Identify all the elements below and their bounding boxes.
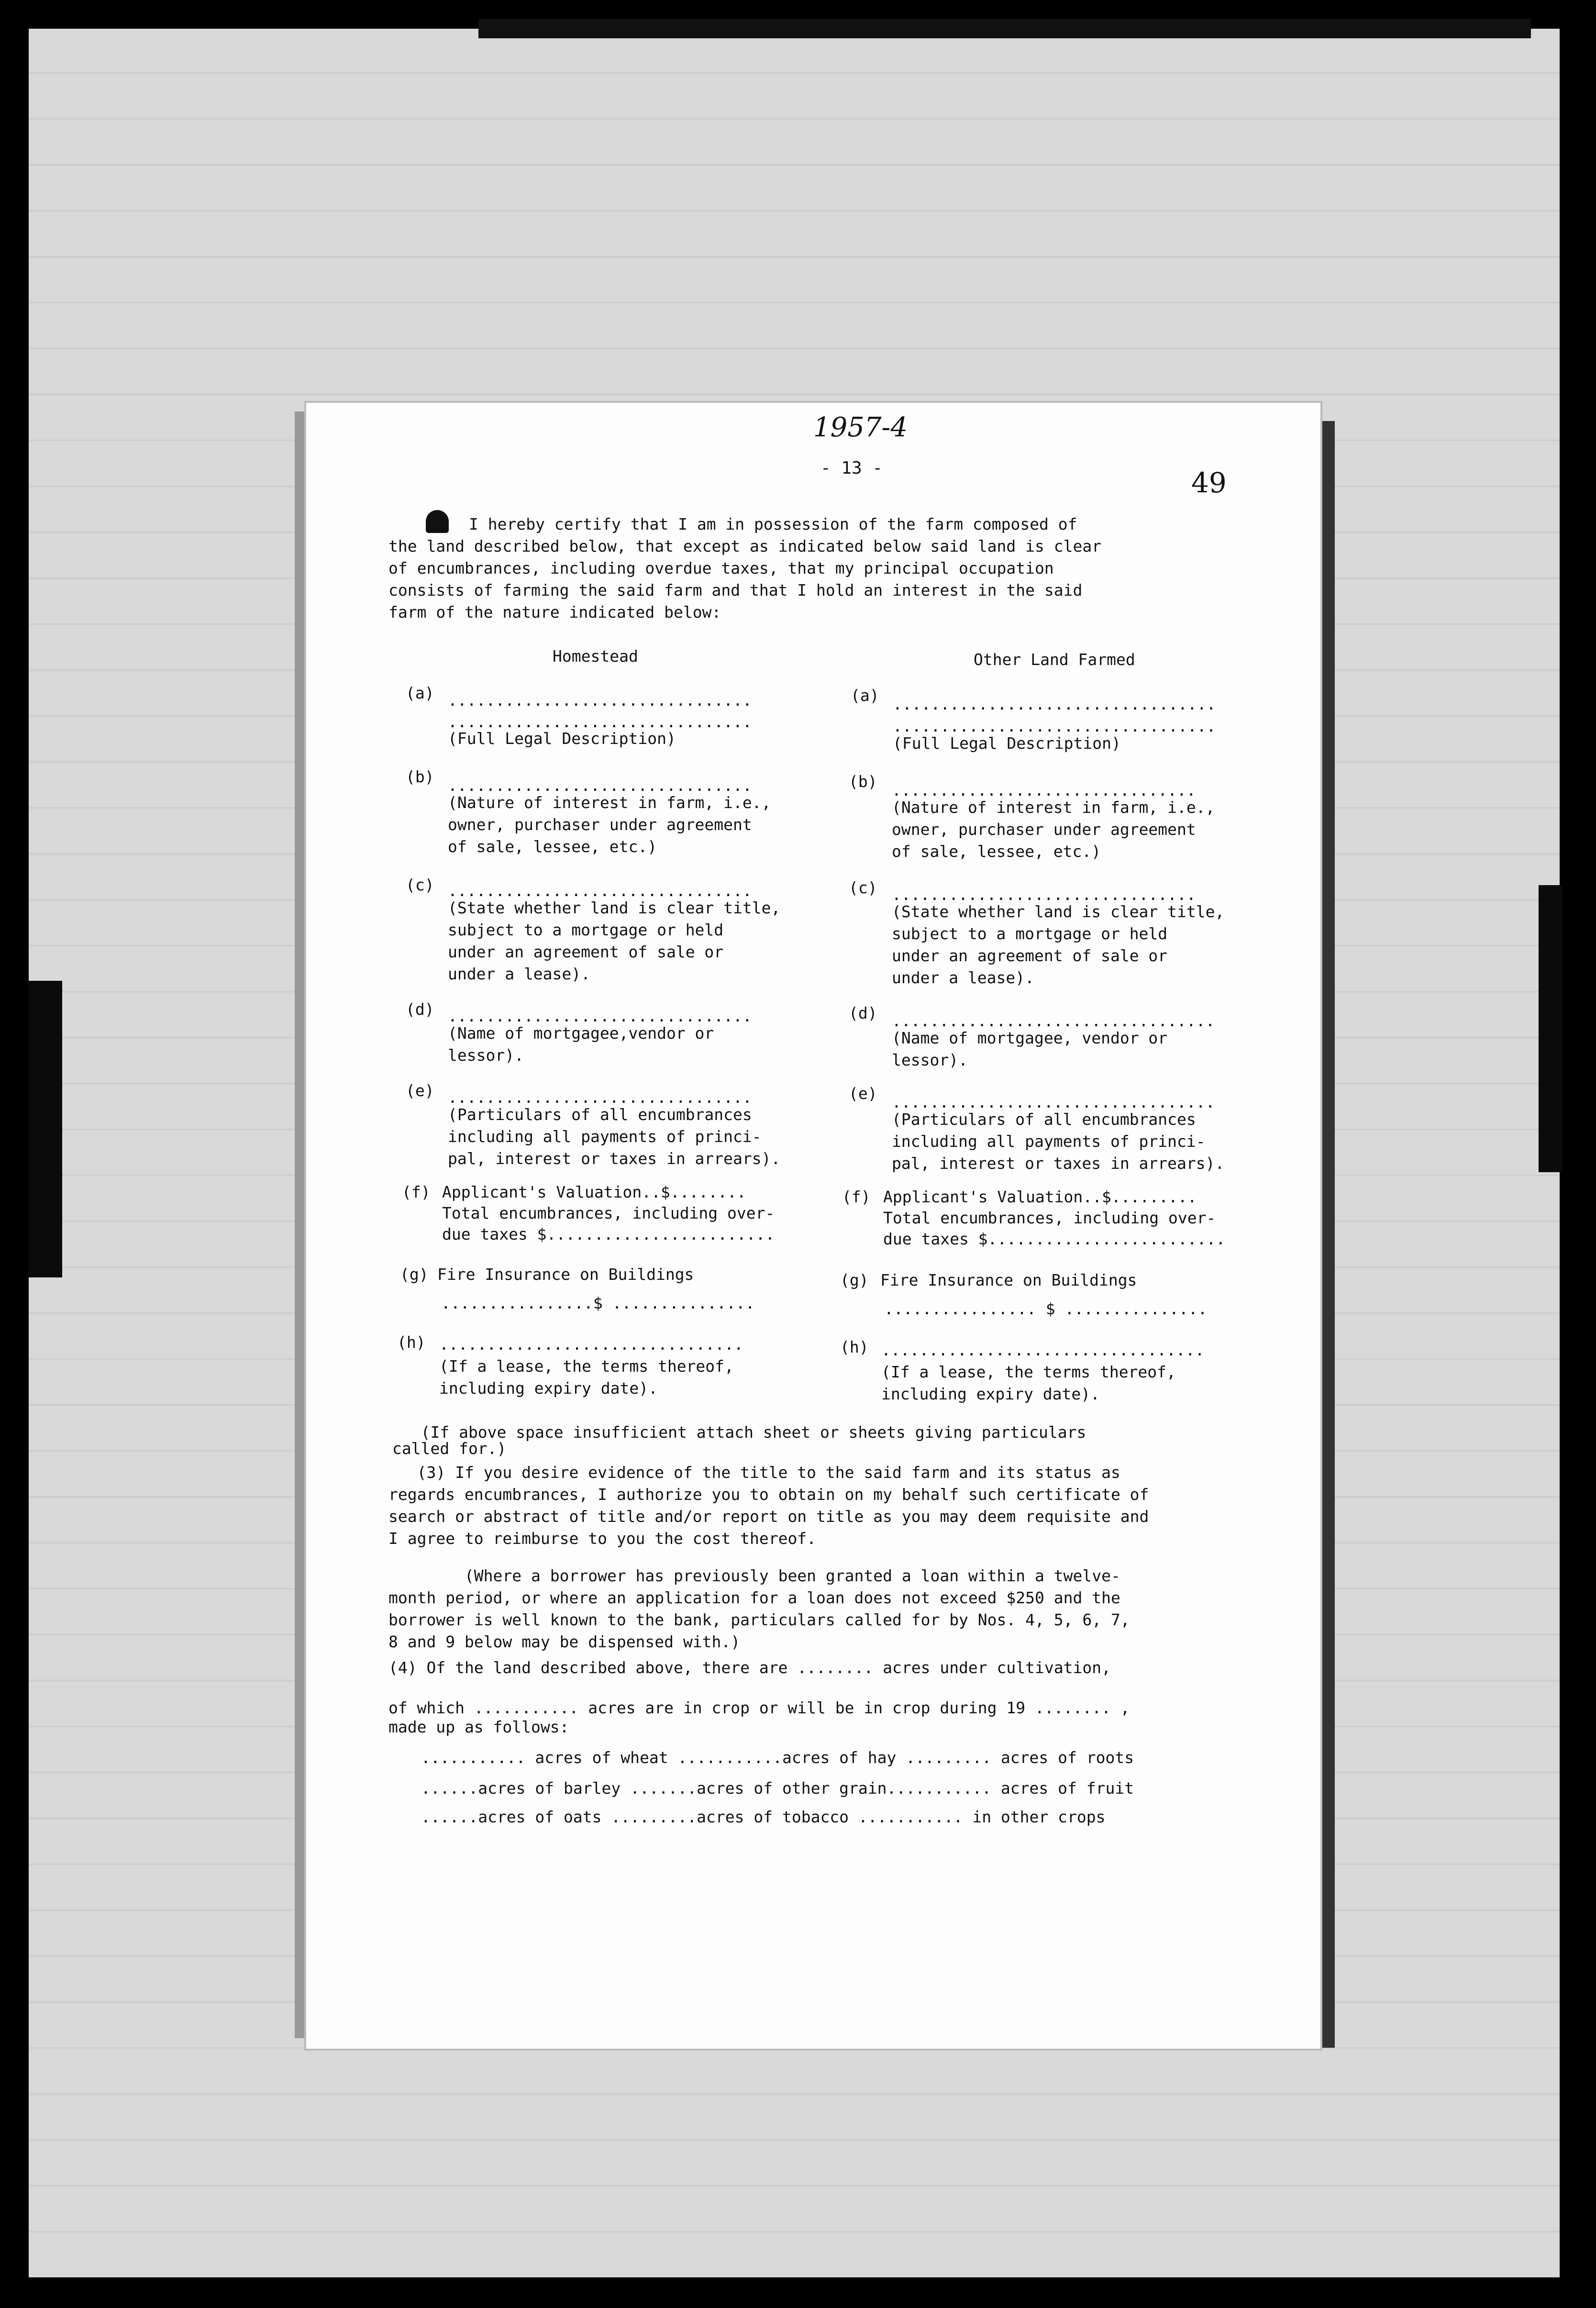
- item-line: (State whether land is clear title,: [448, 899, 781, 917]
- item-line: including all payments of princi-: [448, 1127, 762, 1146]
- note-line: month period, or where an application for a loan does not exceed $250 and the: [388, 1588, 1120, 1607]
- item-label: (f): [842, 1187, 871, 1206]
- item-line: ................................: [439, 1335, 743, 1354]
- item-label: (c): [849, 878, 877, 897]
- item-line: lessor).: [892, 1051, 968, 1069]
- item-line: Total encumbrances, including over-: [442, 1204, 775, 1222]
- item-label: (e): [849, 1084, 877, 1103]
- item-line: Applicant's Valuation..$.........: [883, 1187, 1197, 1206]
- crop-line: ........... acres of wheat ...........acres of hay ......... acres of roots: [421, 1748, 1134, 1767]
- item-line: ................................: [448, 712, 752, 731]
- intro-line: farm of the nature indicated below:: [388, 603, 721, 621]
- item-label: (b): [849, 772, 877, 791]
- item-line: including all payments of princi-: [892, 1132, 1206, 1151]
- item-line: (Name of mortgagee,vendor or: [448, 1024, 714, 1043]
- para-line: made up as follows:: [388, 1718, 569, 1736]
- paper-left-shadow: [295, 411, 306, 2038]
- item-line: pal, interest or taxes in arrears).: [448, 1149, 781, 1168]
- crop-line: ......acres of oats .........acres of tobacco ........... in other crops: [421, 1808, 1106, 1826]
- item-line: ................................: [448, 881, 752, 900]
- note-line: (If above space insufficient attach sheet or sheets giving particulars: [392, 1423, 1086, 1442]
- item-line: (Full Legal Description): [893, 734, 1121, 753]
- item-line: including expiry date).: [439, 1379, 658, 1398]
- item-label: (e): [406, 1081, 434, 1100]
- item-line: ................................: [448, 1088, 752, 1107]
- item-line: due taxes $.........................: [883, 1230, 1226, 1248]
- item-line: Fire Insurance on Buildings: [437, 1265, 694, 1284]
- item-label: (d): [849, 1004, 877, 1022]
- intro-line: the land described below, that except as indicated below said land is clear: [388, 537, 1102, 555]
- item-label: (h): [840, 1338, 869, 1356]
- film-left-edge: [29, 981, 62, 1277]
- item-line: Fire Insurance on Buildings: [880, 1271, 1137, 1289]
- intro-line: I hereby certify that I am in possession of the farm composed of: [469, 515, 1077, 533]
- item-line: pal, interest or taxes in arrears).: [892, 1154, 1225, 1173]
- other-land-heading: Other Land Farmed: [974, 650, 1135, 669]
- item-line: due taxes $........................: [442, 1225, 775, 1243]
- item-line: of sale, lessee, etc.): [892, 842, 1101, 861]
- item-line: ..................................: [893, 717, 1216, 735]
- para-line: of which ........... acres are in crop or will be in crop during 19 ........ ,: [388, 1698, 1130, 1717]
- para-line: search or abstract of title and/or report on title as you may deem requisite and: [388, 1507, 1149, 1526]
- note-line: 8 and 9 below may be dispensed with.): [388, 1632, 741, 1651]
- item-line: ................$ ...............: [441, 1294, 755, 1312]
- para-line: regards encumbrances, I authorize you to obtain on my behalf such certificate of: [388, 1485, 1149, 1504]
- note-line: called for.): [392, 1439, 507, 1458]
- item-line: (Name of mortgagee, vendor or: [892, 1029, 1168, 1047]
- intro-line: consists of farming the said farm and that I hold an interest in the said: [388, 581, 1083, 599]
- item-line: subject to a mortgage or held: [892, 924, 1168, 943]
- film-right-edge: [1539, 885, 1563, 1172]
- item-line: (Particulars of all encumbrances: [892, 1110, 1196, 1129]
- item-line: (If a lease, the terms thereof,: [881, 1363, 1176, 1381]
- item-line: (Nature of interest in farm, i.e.,: [448, 793, 771, 812]
- handwritten-reference: 1957-4: [813, 412, 908, 443]
- item-line: ................................: [448, 1007, 752, 1025]
- item-line: under an agreement of sale or: [448, 943, 724, 961]
- item-label: (g): [840, 1271, 869, 1289]
- item-label: (a): [406, 684, 434, 702]
- item-line: (Nature of interest in farm, i.e.,: [892, 798, 1215, 817]
- item-line: under a lease).: [448, 965, 591, 983]
- item-line: owner, purchaser under agreement: [892, 820, 1196, 839]
- film-top-band: [478, 19, 1531, 38]
- item-line: lessor).: [448, 1046, 524, 1065]
- item-line: of sale, lessee, etc.): [448, 837, 657, 856]
- item-line: Total encumbrances, including over-: [883, 1209, 1216, 1227]
- item-line: ................................: [892, 781, 1196, 799]
- homestead-heading: Homestead: [553, 647, 638, 666]
- item-line: under an agreement of sale or: [892, 946, 1168, 965]
- item-line: (Full Legal Description): [448, 729, 676, 748]
- item-line: (State whether land is clear title,: [892, 902, 1225, 921]
- note-line: (Where a borrower has previously been granted a loan within a twelve-: [388, 1566, 1120, 1585]
- item-line: ................................: [448, 776, 752, 795]
- page-indicator: - 13 -: [820, 458, 883, 478]
- item-line: (Particulars of all encumbrances: [448, 1105, 752, 1124]
- item-line: ..................................: [893, 695, 1216, 713]
- item-label: (g): [400, 1265, 429, 1284]
- item-line: ................................: [892, 885, 1196, 904]
- para-line: (3) If you desire evidence of the title to the said farm and its status as: [388, 1463, 1120, 1482]
- item-label: (h): [397, 1333, 426, 1352]
- paragraph-4: (4) Of the land described above, there are ........ acres under cultivation,: [388, 1658, 1111, 1677]
- crop-line: ......acres of barley .......acres of other grain........... acres of fruit: [421, 1779, 1134, 1798]
- paper-right-shadow: [1320, 421, 1335, 2048]
- bullet-marker: [426, 510, 449, 533]
- item-line: under a lease).: [892, 968, 1035, 987]
- item-label: (b): [406, 767, 434, 786]
- item-line: Applicant's Valuation..$........: [442, 1183, 746, 1201]
- page-number-stamp: 49: [1191, 466, 1227, 499]
- note-line: borrower is well known to the bank, particulars called for by Nos. 4, 5, 6, 7,: [388, 1610, 1130, 1629]
- item-line: ..................................: [881, 1341, 1205, 1359]
- item-line: (If a lease, the terms thereof,: [439, 1357, 734, 1376]
- item-line: ..................................: [892, 1093, 1215, 1111]
- item-line: ................................: [448, 691, 752, 710]
- item-line: including expiry date).: [881, 1385, 1100, 1403]
- item-line: owner, purchaser under agreement: [448, 815, 752, 834]
- item-label: (f): [402, 1183, 431, 1201]
- item-line: ..................................: [892, 1011, 1215, 1030]
- item-line: ................ $ ...............: [884, 1299, 1208, 1318]
- item-label: (c): [406, 876, 434, 894]
- item-line: subject to a mortgage or held: [448, 921, 724, 939]
- intro-line: of encumbrances, including overdue taxes, that my principal occupation: [388, 559, 1054, 577]
- para-line: I agree to reimburse to you the cost thereof.: [388, 1529, 817, 1548]
- item-label: (d): [406, 1000, 434, 1019]
- item-label: (a): [851, 686, 879, 705]
